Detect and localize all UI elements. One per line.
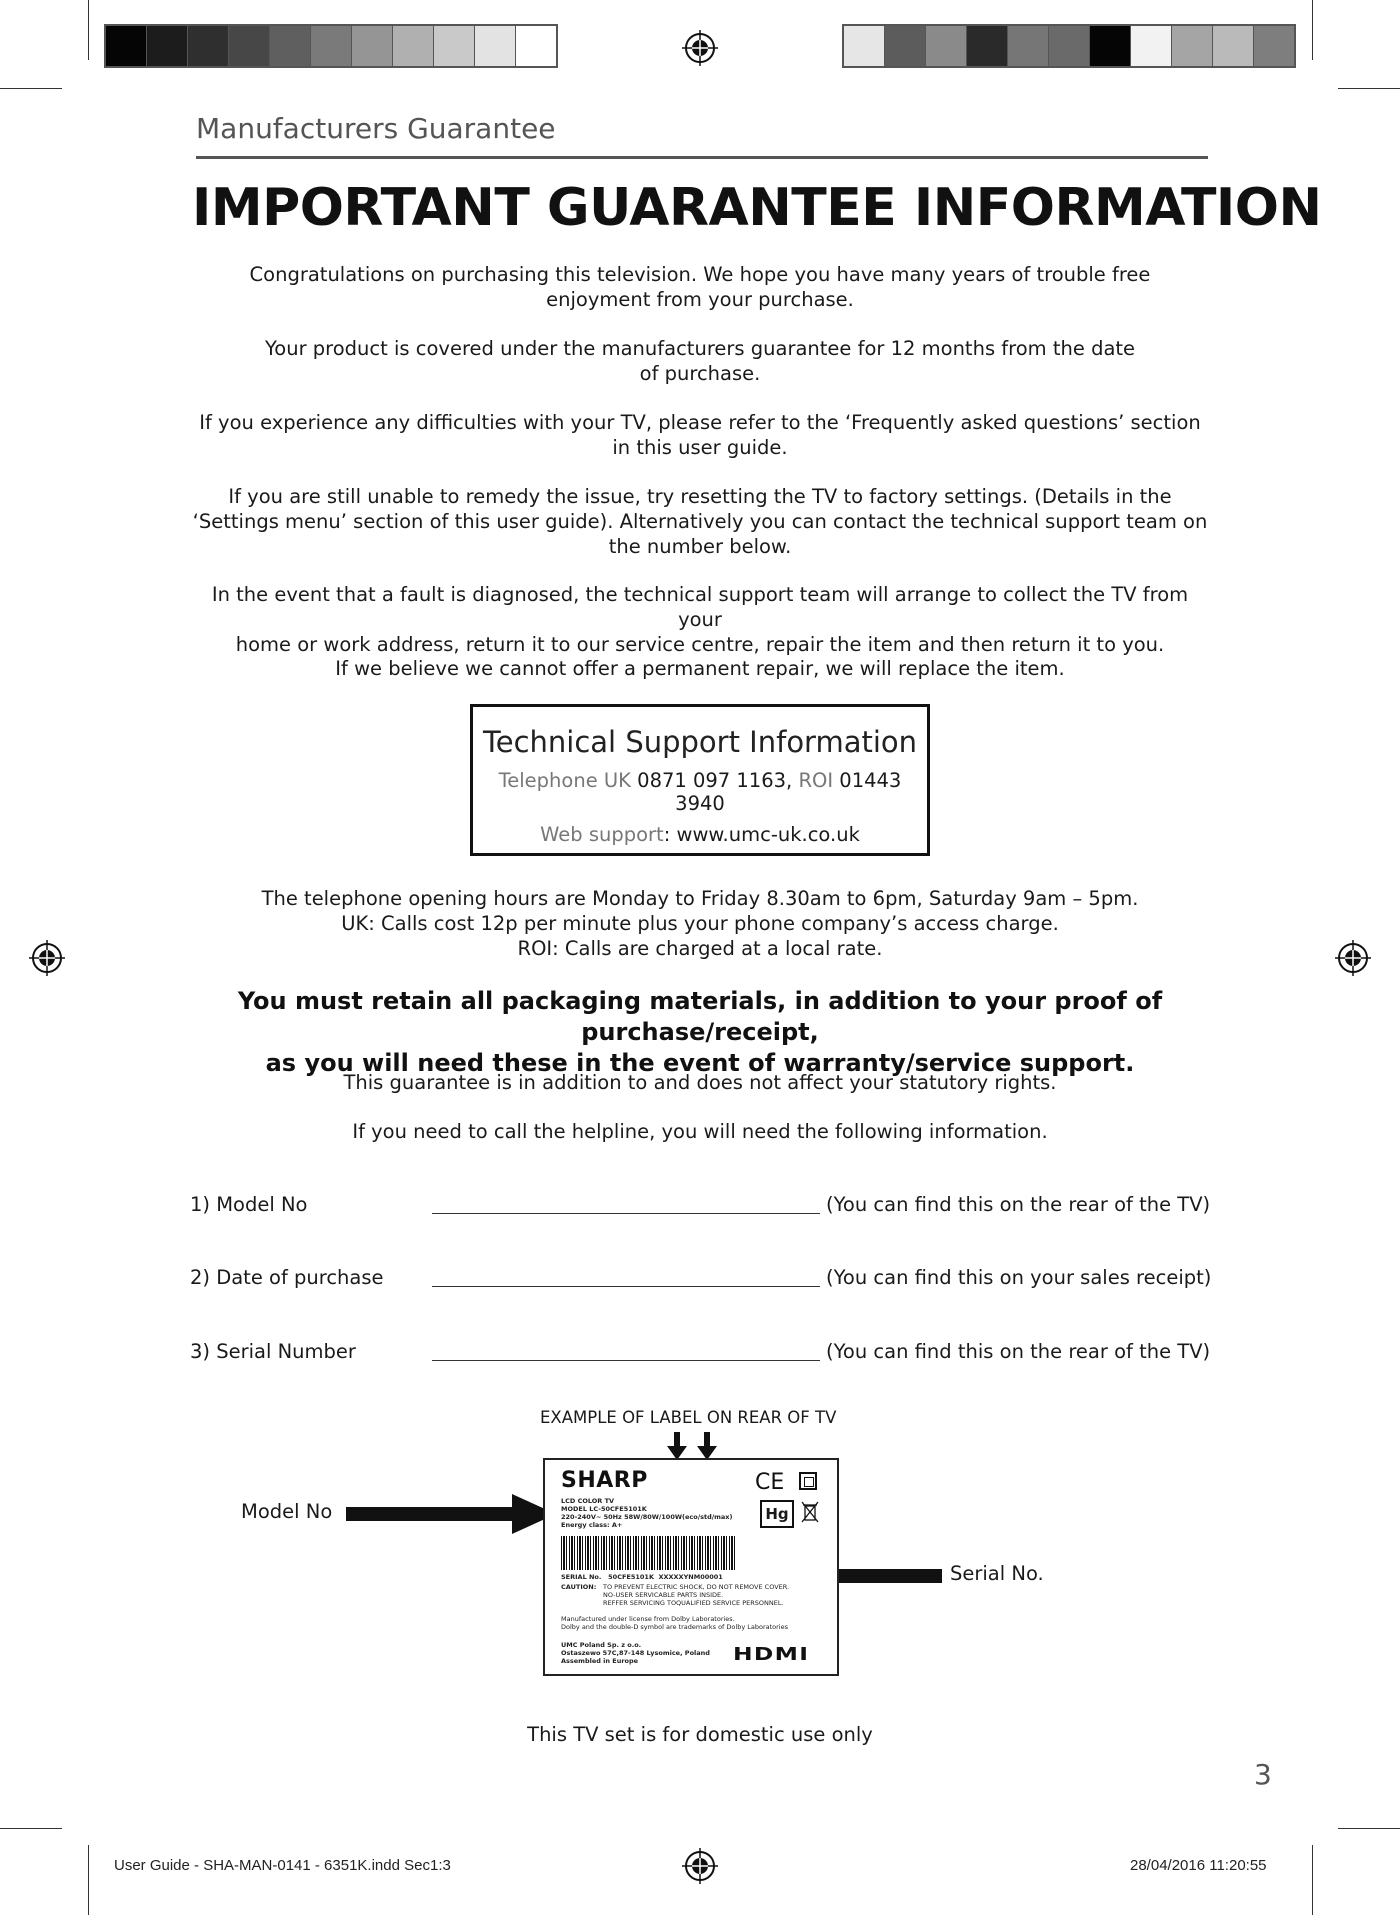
web-support-separator: : <box>663 823 671 846</box>
telephone-roi-number[interactable]: 01443 3940 <box>675 769 902 815</box>
serial-label: SERIAL No. <box>561 1573 602 1581</box>
text-line: enjoyment from your purchase. <box>546 288 854 311</box>
support-telephone <box>473 769 927 815</box>
caution-line: REFFER SERVICING TOQUALIFIED SERVICE PERSONNEL. <box>603 1599 784 1607</box>
crop-mark <box>0 88 62 89</box>
caution-line: NO-USER SERVICABLE PARTS INSIDE. <box>603 1591 724 1599</box>
web-support-link[interactable]: www.umc-uk.co.uk <box>676 823 860 846</box>
field-label-model: 1) Model No <box>190 1193 308 1216</box>
color-swatch <box>1090 26 1131 66</box>
color-swatch <box>352 26 393 66</box>
text-line: You must retain all packaging materials, in addition to your proof of purchase/receipt, <box>237 987 1163 1046</box>
telephone-uk-label: Telephone UK <box>498 769 631 792</box>
color-swatch <box>1172 26 1213 66</box>
address-line: UMC Poland Sp. z o.o. <box>561 1641 642 1649</box>
roi-label: ROI <box>798 769 834 792</box>
opening-hours <box>190 886 1210 961</box>
hg-icon: Hg <box>760 1500 794 1528</box>
label-line: LCD COLOR TV <box>561 1497 615 1505</box>
rear-label-image <box>543 1458 839 1676</box>
paragraph-faq <box>190 410 1210 460</box>
label-line: MODEL LC-50CFE5101K <box>561 1505 647 1513</box>
retain-packaging-note <box>190 986 1210 1079</box>
serial-number-input[interactable] <box>432 1360 820 1361</box>
color-swatch <box>393 26 434 66</box>
text-line: If we believe we cannot offer a permanent repair, we will replace the item. <box>335 657 1065 680</box>
crop-mark <box>1338 1828 1400 1829</box>
label-line: 220-240V~ 50Hz 58W/80W/100W(eco/std/max) <box>561 1513 733 1521</box>
arrow-right-icon <box>346 1494 558 1534</box>
registration-mark-icon <box>680 1846 720 1886</box>
color-swatch <box>475 26 516 66</box>
color-swatch <box>188 26 229 66</box>
paragraph-coverage <box>190 336 1210 386</box>
paragraph-replace <box>190 656 1210 681</box>
field-hint-model: (You can find this on the rear of the TV) <box>826 1193 1211 1216</box>
page-number: 3 <box>1254 1758 1272 1791</box>
color-swatch <box>1254 26 1294 66</box>
color-swatch <box>270 26 311 66</box>
text-line: as you will need these in the event of warranty/service support. <box>265 1049 1135 1077</box>
text-line: ROI: Calls are charged at a local rate. <box>517 937 883 960</box>
text-line: home or work address, return it to our service centre, repair the item and then return it to you. <box>235 633 1165 656</box>
footer-file-slug: User Guide - SHA-MAN-0141 - 6351K.indd Sec1:3 <box>114 1857 451 1874</box>
field-hint-date: (You can find this on your sales receipt) <box>826 1266 1212 1289</box>
serial-no-callout: Serial No. <box>950 1562 1044 1585</box>
date-of-purchase-input[interactable] <box>432 1286 820 1287</box>
field-hint-serial: (You can find this on the rear of the TV) <box>826 1340 1211 1363</box>
registration-mark-icon <box>27 938 67 978</box>
field-label-date: 2) Date of purchase <box>190 1266 384 1289</box>
text-line: Congratulations on purchasing this television. We hope you have many years of trouble free <box>249 263 1151 286</box>
example-label-caption: EXAMPLE OF LABEL ON REAR OF TV <box>540 1408 837 1427</box>
caution-line: TO PREVENT ELECTRIC SHOCK, DO NOT REMOVE COVER. <box>603 1583 790 1591</box>
color-swatch <box>967 26 1008 66</box>
support-info-box <box>470 704 930 856</box>
color-swatch <box>926 26 967 66</box>
color-swatch <box>844 26 885 66</box>
label-line: Energy class: A+ <box>561 1521 623 1529</box>
support-web <box>473 823 927 846</box>
color-swatch <box>147 26 188 66</box>
model-no-callout: Model No <box>241 1500 333 1523</box>
domestic-use-note: This TV set is for domestic use only <box>527 1723 873 1746</box>
weee-bin-icon <box>801 1500 819 1524</box>
crop-mark <box>1312 0 1313 60</box>
text-line: If you experience any difficulties with your TV, please refer to the ‘Frequently asked questions’ section <box>199 411 1201 434</box>
crop-mark <box>0 1828 62 1829</box>
text-line: in this user guide. <box>612 436 788 459</box>
crop-mark <box>88 0 89 60</box>
color-swatch <box>311 26 352 66</box>
color-swatch <box>1131 26 1172 66</box>
crop-mark <box>88 1845 89 1915</box>
field-label-serial: 3) Serial Number <box>190 1340 356 1363</box>
text-line: Your product is covered under the manufacturers guarantee for 12 months from the date <box>264 337 1136 360</box>
section-divider <box>196 156 1208 159</box>
paragraph-congratulations <box>190 262 1210 312</box>
text-line: of purchase. <box>639 362 761 385</box>
helpline-note: If you need to call the helpline, you will need the following information. <box>352 1120 1048 1143</box>
caution-label: CAUTION: <box>561 1583 597 1591</box>
registration-mark-icon <box>1333 938 1373 978</box>
crop-mark <box>1312 1845 1313 1915</box>
color-swatch <box>1008 26 1049 66</box>
color-swatch <box>1213 26 1254 66</box>
text-line: If you are still unable to remedy the issue, try resetting the TV to factory settings. (Details in the <box>228 485 1172 508</box>
text-line: UK: Calls cost 12p per minute plus your phone company’s access charge. <box>341 912 1059 935</box>
color-swatch <box>106 26 147 66</box>
color-swatch <box>1049 26 1090 66</box>
section-title: Manufacturers Guarantee <box>196 112 556 145</box>
address-line: Assembled in Europe <box>561 1657 639 1665</box>
paragraph-fault <box>190 582 1210 657</box>
text-line: The telephone opening hours are Monday to Friday 8.30am to 6pm, Saturday 9am – 5pm. <box>261 887 1139 910</box>
support-title: Technical Support Information <box>482 725 918 759</box>
paragraph-reset <box>190 484 1210 559</box>
serial-model: 50CFE5101K <box>608 1573 654 1581</box>
color-swatch <box>516 26 556 66</box>
double-insulation-icon <box>799 1472 817 1490</box>
crop-mark <box>1338 88 1400 89</box>
footer-timestamp: 28/04/2016 11:20:55 <box>1130 1857 1267 1874</box>
color-swatch <box>885 26 926 66</box>
registration-mark-icon <box>680 28 720 68</box>
text-line: the number below. <box>608 535 792 558</box>
web-support-label: Web support <box>540 823 664 846</box>
address-line: Ostaszewo 57C,87-148 Lysomice, Poland <box>561 1649 710 1657</box>
model-no-input[interactable] <box>432 1213 820 1214</box>
text-line: In the event that a fault is diagnosed, the technical support team will arrange to collect the TV from your <box>211 583 1189 631</box>
statutory-rights-note: This guarantee is in addition to and does not affect your statutory rights. <box>343 1071 1057 1094</box>
telephone-uk-number[interactable]: 0871 097 1163, <box>637 769 793 792</box>
color-swatch <box>434 26 475 66</box>
barcode <box>561 1536 737 1570</box>
hdmi-logo: HDMI <box>733 1644 810 1665</box>
serial-value: XXXXXYNM00001 <box>658 1573 723 1581</box>
color-swatch <box>229 26 270 66</box>
dolby-line: Manufactured under license from Dolby Laboratories. <box>561 1615 735 1623</box>
page-title: IMPORTANT GUARANTEE INFORMATION <box>192 178 1322 238</box>
text-line: ‘Settings menu’ section of this user guide). Alternatively you can contact the technical support team on <box>192 510 1208 533</box>
brand-logo: SHARP <box>561 1468 648 1493</box>
color-bar-left <box>104 24 558 68</box>
dolby-line: Dolby and the double-D symbol are trademarks of Dolby Laboratories <box>561 1623 788 1631</box>
ce-mark-icon: CE <box>755 1470 785 1495</box>
serial-line <box>561 1574 723 1582</box>
color-bar-right <box>842 24 1296 68</box>
